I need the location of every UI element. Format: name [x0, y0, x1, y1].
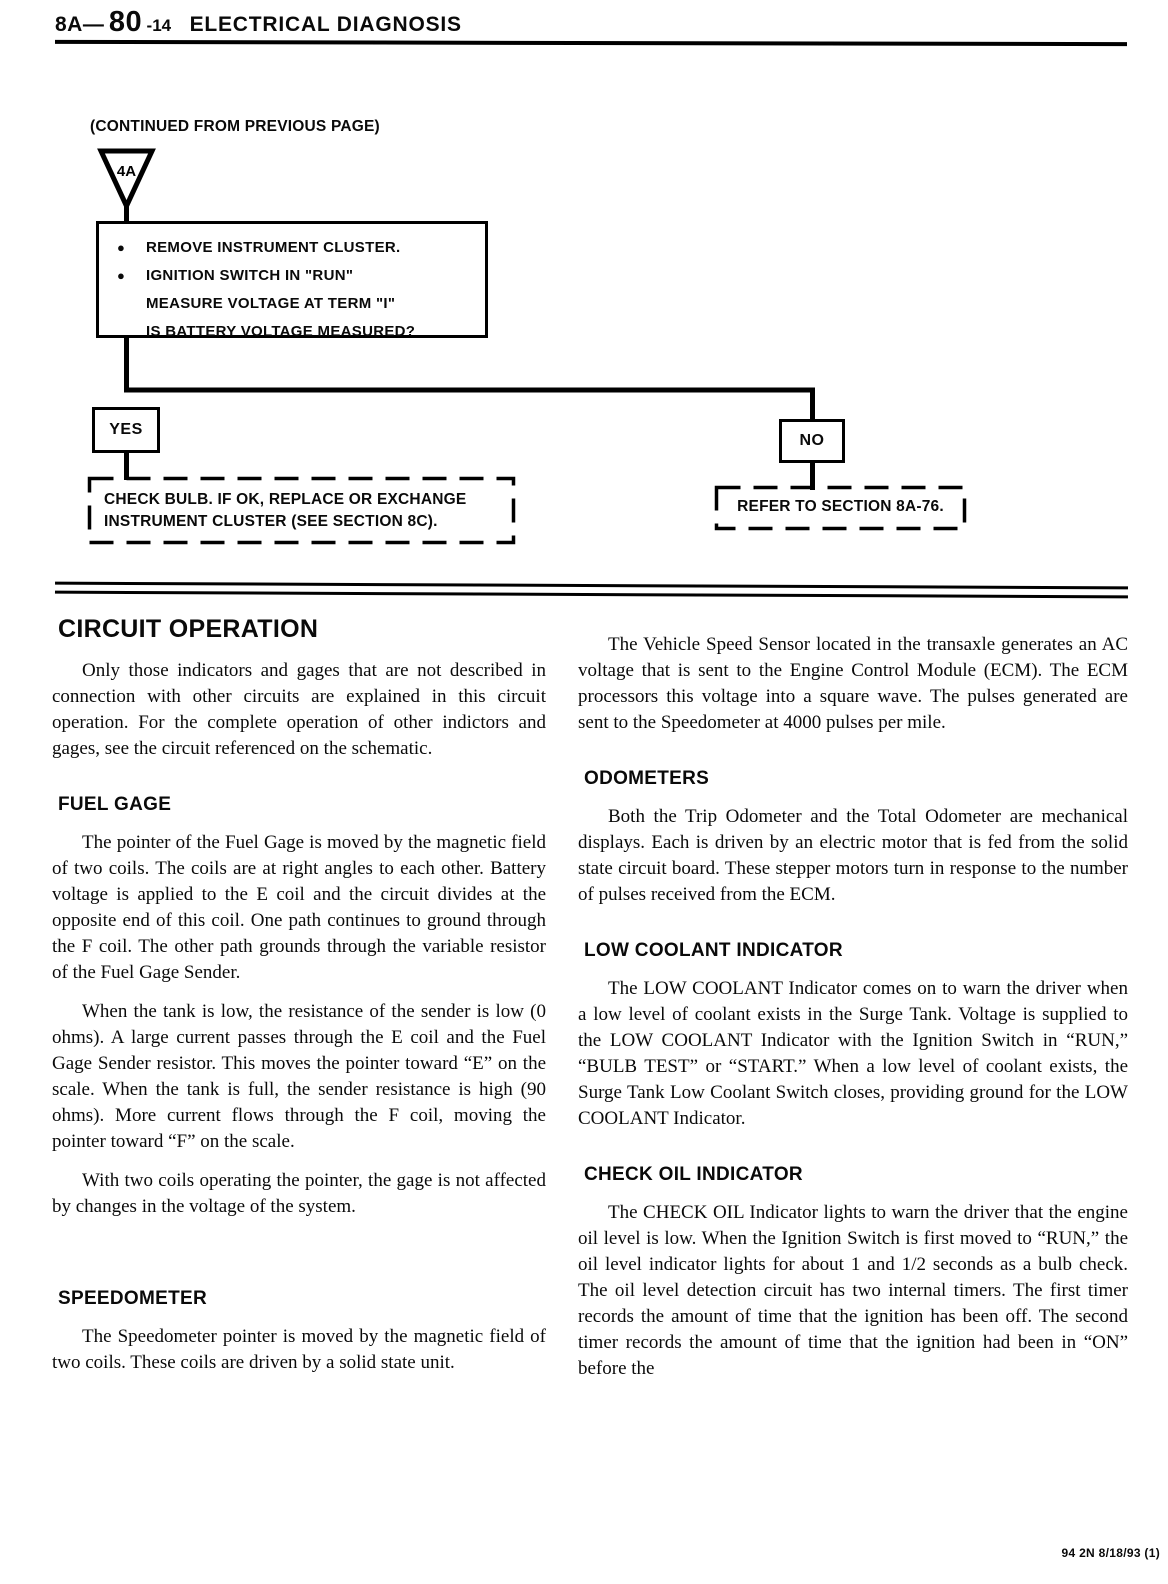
right-column [578, 632, 1128, 1395]
yes-result-text [104, 489, 512, 533]
step-line [99, 289, 485, 317]
step-line [99, 261, 485, 289]
step-line [99, 233, 485, 261]
heading-low-coolant: LOW COOLANT INDICATOR [584, 940, 843, 961]
paragraph-vehicle-speed-sensor: The Vehicle Speed Sensor located in the transaxle generates an AC voltage that is sent to the Engine Control Module (ECM). The ECM processors this voltage into a square wave. The pulses generated are sent to the Speedometer at 4000 pulses per mile. [578, 634, 1128, 733]
header-page-suffix: -14 [146, 16, 172, 35]
yes-branch-box: YES [92, 407, 160, 453]
connector-label: 4A [116, 163, 137, 180]
paragraph-fuel-gage-3: With two coils operating the pointer, the gage is not affected by changes in the voltage of the system. [52, 1170, 546, 1217]
paragraph-low-coolant: The LOW COOLANT Indicator comes on to warn the driver when a low level of coolant exists in the Surge Tank. Voltage is supplied to the LOW COOLANT Indicator with the Ignition Switch in “RUN,” “BULB TEST” or “START.” When a low level of coolant exists, the Surge Tank Low Coolant Switch closes, providing ground for the LOW COOLANT Indicator. [578, 978, 1128, 1129]
paragraph-fuel-gage-2: When the tank is low, the resistance of the sender is low (0 ohms). A large current passes through the E coil and the Fuel Gage Sender resistor. This moves the pointer toward “E” on the scale. When the tank is full, the sender resistance is high (90 ohms). More current flows through the F coil, moving the pointer toward “F” on the scale. [52, 1001, 546, 1152]
left-column [52, 616, 546, 1389]
paragraph-fuel-gage-1: The pointer of the Fuel Gage is moved by the magnetic field of two coils. The coils are at right angles to each other. Battery voltage is applied to the E coil and the circuit divides at the opposite end of this coil. One path continues to ground through the F coil. The other path grounds through the variable resistor of the Fuel Gage Sender. [52, 832, 546, 983]
no-branch-box: NO [779, 419, 845, 463]
heading-fuel-gage: FUEL GAGE [58, 794, 172, 815]
heading-check-oil: CHECK OIL INDICATOR [584, 1164, 803, 1185]
step-line-text: IS BATTERY VOLTAGE MEASURED? [146, 322, 416, 340]
heading-speedometer: SPEEDOMETER [58, 1288, 207, 1309]
section-divider [55, 582, 1128, 599]
continued-note: (CONTINUED FROM PREVIOUS PAGE) [90, 118, 380, 135]
paragraph-intro: Only those indicators and gages that are not described in connection with other circuits are explained in this circuit operation. For the complete operation of other indictors and gages, see the circuit referenced on the schematic. [52, 660, 546, 759]
yes-result-line: INSTRUMENT CLUSTER (SEE SECTION 8C). [104, 513, 438, 530]
bullet-icon: ● [117, 239, 126, 255]
bullet-icon: ● [117, 267, 126, 283]
flowchart-step-box [96, 221, 488, 338]
yes-result-line: CHECK BULB. IF OK, REPLACE OR EXCHANGE [104, 491, 467, 508]
paragraph-speedometer: The Speedometer pointer is moved by the magnetic field of two coils. These coils are driven by a solid state unit. [52, 1326, 546, 1373]
header-title: ELECTRICAL DIAGNOSIS [189, 13, 462, 36]
header-page-number: 80 [108, 6, 143, 38]
step-line-text: IGNITION SWITCH IN "RUN" [146, 266, 354, 284]
header-section-prefix: 8A— [55, 13, 105, 36]
print-code: 94 2N 8/18/93 (1) [1061, 1546, 1160, 1560]
paragraph-odometers: Both the Trip Odometer and the Total Odometer are mechanical displays. Each is driven by an electric motor that is fed from the solid state circuit board. These stepper motors turn in response to the number of pulses received from the ECM. [578, 806, 1128, 905]
paragraph-check-oil: The CHECK OIL Indicator lights to warn the driver that the engine oil level is low. When the Ignition Switch is first moved to “RUN,” the oil level indicator lights for about 1 and 1/2 seconds as a bulb check. The oil level detection circuit has two internal timers. The first timer records the amount of time that the ignition has been off. The second timer records the amount of time that the ignition had been in “ON” before the [578, 1202, 1128, 1379]
step-line-text: MEASURE VOLTAGE AT TERM "I" [146, 294, 396, 312]
heading-odometers: ODOMETERS [584, 768, 710, 789]
no-result-text: REFER TO SECTION 8A-76. [737, 498, 944, 515]
step-line [99, 317, 485, 345]
step-line-text: REMOVE INSTRUMENT CLUSTER. [146, 238, 401, 256]
article-title: CIRCUIT OPERATION [58, 615, 319, 643]
